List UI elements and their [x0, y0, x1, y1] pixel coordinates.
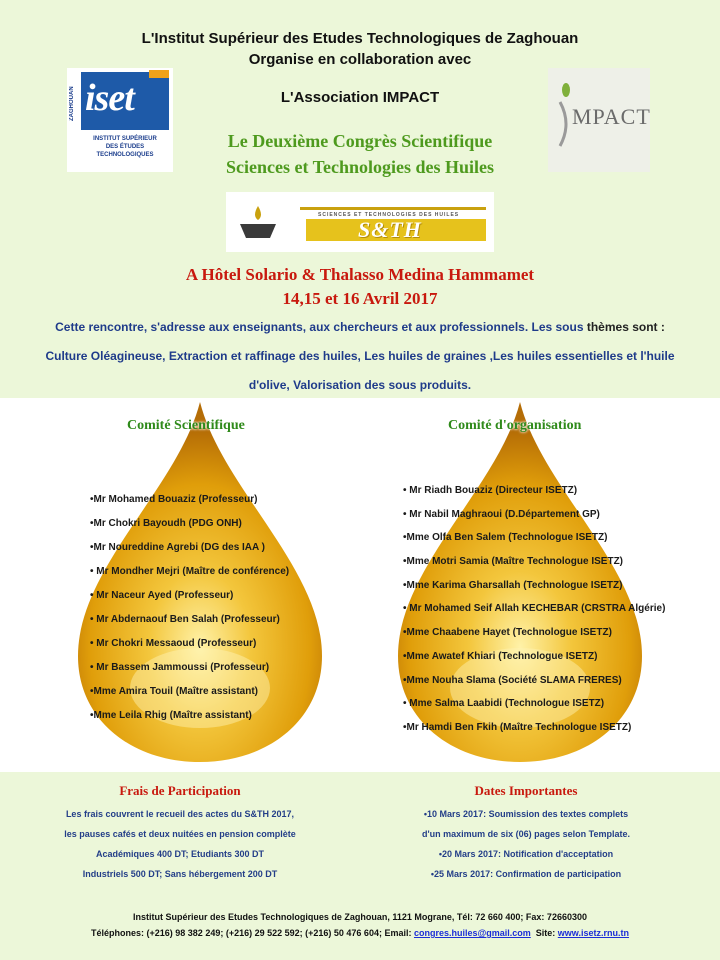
iset-caption-line-3: TECHNOLOGIQUES — [96, 152, 154, 158]
scientific-committee-title: Comité Scientifique — [127, 418, 245, 433]
congress-title-line-1: Le Deuxième Congrès Scientifique — [227, 131, 493, 151]
scientific-member: •Mme Leila Rhig (Maître assistant) — [90, 710, 252, 721]
footer-site-label: Site: — [530, 928, 558, 938]
fees-line: Industriels 500 DT; Sans hébergement 200 DT — [82, 869, 278, 879]
iset-caption-line-1: INSTITUT SUPÉRIEUR — [93, 136, 157, 142]
scientific-member: • Mr Chokri Messaoud (Professeur) — [90, 638, 257, 649]
iset-side-text: ZAGHOUAN — [69, 86, 75, 122]
intro-paragraph — [40, 313, 680, 400]
scientific-member: •Mr Mohamed Bouaziz (Professeur) — [90, 494, 258, 505]
organisation-member: •Mme Nouha Slama (Société SLAMA FRERES) — [403, 675, 622, 686]
venue-line: A Hôtel Solario & Thalasso Medina Hammamet — [185, 265, 535, 284]
intro-part-1: Cette rencontre, s'adresse aux enseignants, aux chercheurs et aux professionnels. Les sous — [55, 320, 584, 334]
organisation-member: •Mme Olfa Ben Salem (Technologue ISETZ) — [403, 532, 608, 543]
website-link[interactable]: www.isetz.rnu.tn — [557, 928, 629, 938]
organisation-member: •Mme Karima Gharsallah (Technologue ISETZ) — [403, 580, 623, 591]
sth-name: S&TH — [358, 217, 422, 242]
iset-logo-name: iset — [85, 77, 134, 119]
header-line-2: Organise en collaboration avec — [248, 51, 472, 68]
scientific-member: • Mr Naceur Ayed (Professeur) — [90, 590, 234, 601]
fees-line: les pauses cafés et deux nuitées en pension complète — [64, 829, 296, 839]
organisation-member: • Mr Riadh Bouaziz (Directeur ISETZ) — [403, 485, 578, 496]
organisation-member: •Mme Motri Samia (Maître Technologue ISETZ) — [403, 556, 624, 567]
dates-line: 14,15 et 16 Avril 2017 — [282, 289, 438, 308]
congress-title-line-2: Sciences et Technologies des Huiles — [225, 157, 494, 177]
footer-phones: Téléphones: (+216) 98 382 249; (+216) 29 522 592; (+216) 50 476 604; Email: — [91, 928, 414, 938]
scientific-member: • Mr Abdernaouf Ben Salah (Professeur) — [90, 614, 280, 625]
footer-contacts — [0, 928, 720, 938]
sth-logo — [226, 192, 494, 252]
organisation-member: • Mr Mohamed Seif Allah KECHEBAR (CRSTRA Algérie) — [403, 603, 666, 614]
scientific-member: • Mr Mondher Mejri (Maître de conférence) — [90, 566, 290, 577]
scientific-member: •Mme Amira Touil (Maître assistant) — [90, 686, 258, 697]
important-dates-section — [376, 783, 676, 879]
important-date-line: •20 Mars 2017: Notification d'acceptation — [438, 849, 614, 859]
scientific-member: •Mr Chokri Bayoudh (PDG ONH) — [90, 518, 242, 529]
sth-stripe — [300, 207, 486, 210]
organisation-member: •Mr Hamdi Ben Fkih (Maître Technologue ISETZ) — [403, 722, 632, 733]
sth-tagline: SCIENCES ET TECHNOLOGIES DES HUILES — [318, 212, 460, 218]
iset-accent-bar — [149, 70, 169, 78]
footer-address: Institut Supérieur des Etudes Technologiques de Zaghouan, 1121 Mograne, Tél: 72 660 400; Fax: 72660300 — [133, 912, 587, 922]
scientific-member: • Mr Bassem Jammoussi (Professeur) — [90, 662, 270, 673]
important-dates-title: Dates Importantes — [474, 783, 578, 798]
organisation-member: • Mr Nabil Maghraoui (D.Département GP) — [403, 509, 600, 520]
email-link[interactable]: congres.huiles@gmail.com — [413, 928, 531, 938]
iset-caption-line-2: DES ÉTUDES — [105, 144, 145, 150]
oil-drop-bowl-icon — [236, 204, 280, 240]
important-date-line: •10 Mars 2017: Soumission des textes complets — [423, 809, 629, 819]
impact-logo-name: MPACT — [572, 104, 651, 129]
organisation-member: •Mme Chaabene Hayet (Technologue ISETZ) — [403, 627, 612, 638]
organisation-member: •Mme Awatef Khiari (Technologue ISETZ) — [403, 651, 598, 662]
organisation-committee-title: Comité d'organisation — [448, 418, 582, 433]
fees-line: Les frais couvrent le recueil des actes du S&TH 2017, — [65, 809, 295, 819]
fees-line: Académiques 400 DT; Etudiants 300 DT — [95, 849, 265, 859]
scientific-member: •Mr Noureddine Agrebi (DG des IAA ) — [90, 542, 265, 553]
important-date-line: •25 Mars 2017: Confirmation de participation — [430, 869, 622, 879]
intro-part-3: Culture Oléagineuse, Extraction et raffinage des huiles, Les huiles de graines ,Les huiles essentielles et l'huile d'olive, Valorisation des sous produits. — [45, 349, 675, 392]
fees-title: Frais de Participation — [119, 783, 241, 798]
intro-part-2: thèmes sont : — [586, 320, 665, 334]
organisation-member: • Mme Salma Laabidi (Technologue ISETZ) — [403, 698, 605, 709]
header-line-1: L'Institut Supérieur des Etudes Technologiques de Zaghouan — [141, 30, 579, 47]
fees-section — [30, 783, 330, 879]
important-date-line: d'un maximum de six (06) pages selon Template. — [421, 829, 631, 839]
header-line-3: L'Association IMPACT — [280, 89, 440, 106]
